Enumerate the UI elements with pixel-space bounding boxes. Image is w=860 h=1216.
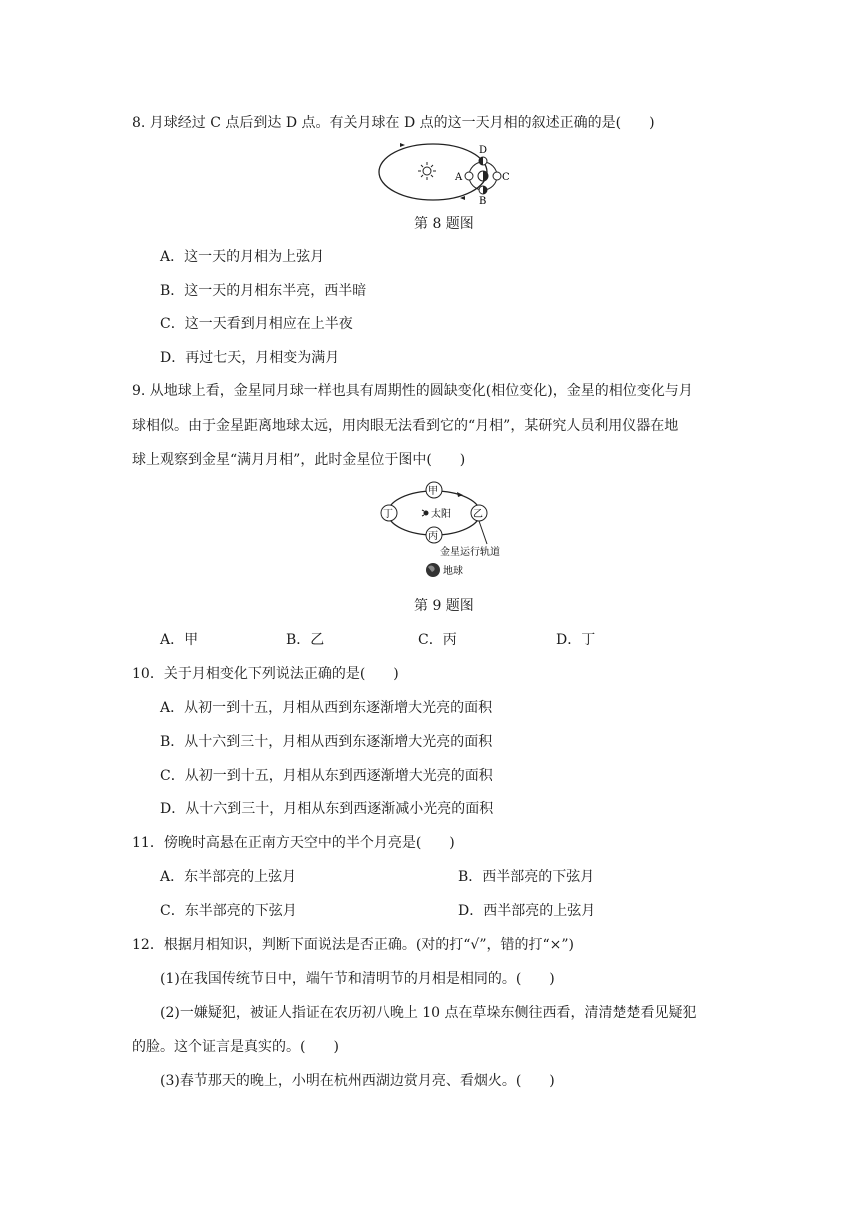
q8-figure [375,140,515,206]
q9-figure-caption: 第 9 题图 [414,598,474,614]
q9-option-b: B．乙 [286,632,325,648]
q12-item-2-line-2: 的脸。这个证言是真实的。( ) [132,1039,339,1055]
q10-stem: 10．关于月相变化下列说法正确的是( ) [132,666,399,682]
q11-option-d: D．西半部亮的上弦月 [458,903,596,919]
q8-option-b: B．这一天的月相东半亮，西半暗 [160,283,367,299]
sun-icon [422,510,429,516]
q8-option-a: A．这一天的月相为上弦月 [160,249,325,265]
q10-option-a: A．从初一到十五，月相从西到东逐渐增大光亮的面积 [160,700,493,716]
q9-figure [375,480,515,582]
q8-figure-caption: 第 8 题图 [414,216,474,232]
orbit-label: 金星运行轨道 [440,547,500,558]
pos-ding: 丁 [383,509,393,520]
q8-stem: 8. 月球经过 C 点后到达 D 点。有关月球在 D 点的这一天月相的叙述正确的是( ) [132,115,655,131]
q12-item-2-line-1: (2)一嫌疑犯，被证人指证在农历初八晚上 10 点在草垛东侧往西看，清清楚楚看见疑犯 [160,1005,697,1021]
label-b: B [479,196,487,206]
q9-stem-line-1: 9. 从地球上看，金星同月球一样也具有周期性的圆缺变化(相位变化)，金星的相位变化与月 [132,383,693,399]
pos-yi: 乙 [473,509,483,520]
sun-label: 太阳 [431,509,451,520]
q10-option-b: B．从十六到三十，月相从西到东逐渐增大光亮的面积 [160,734,493,750]
q9-stem-line-3: 球上观察到金星“满月月相”，此时金星位于图中( ) [132,452,466,468]
pos-bing: 丙 [428,531,438,542]
q8-option-c: C．这一天看到月相应在上半夜 [160,316,353,332]
label-c: C [502,172,510,183]
q11-stem: 11．傍晚时高悬在正南方天空中的半个月亮是( ) [132,835,455,851]
q9-option-d: D．丁 [556,632,596,648]
pos-jia: 甲 [428,486,438,497]
q12-item-3: (3)春节那天的晚上，小明在杭州西湖边赏月亮、看烟火。( ) [160,1073,555,1089]
q11-option-a: A．东半部亮的上弦月 [160,869,297,885]
q11-option-c: C．东半部亮的下弦月 [160,903,297,919]
label-d: D [479,145,488,156]
q12-item-1: (1)在我国传统节日中，端午节和清明节的月相是相同的。( ) [160,971,555,987]
q8-option-d: D．再过七天，月相变为满月 [160,350,340,366]
q11-option-b: B．西半部亮的下弦月 [458,869,595,885]
label-a: A [455,172,463,183]
q9-option-c: C．丙 [418,632,457,648]
earth-label: 地球 [443,566,463,577]
q9-stem-line-2: 球相似。由于金星距离地球太远，用肉眼无法看到它的“月相”，某研究人员利用仪器在地 [132,418,679,434]
q10-option-c: C．从初一到十五，月相从东到西逐渐增大光亮的面积 [160,768,493,784]
q12-stem: 12．根据月相知识，判断下面说法是否正确。(对的打“√”，错的打“×”) [132,937,575,953]
q9-option-a: A．甲 [160,632,199,648]
sun-icon [418,162,436,180]
q10-option-d: D．从十六到三十，月相从东到西逐渐减小光亮的面积 [160,801,494,817]
